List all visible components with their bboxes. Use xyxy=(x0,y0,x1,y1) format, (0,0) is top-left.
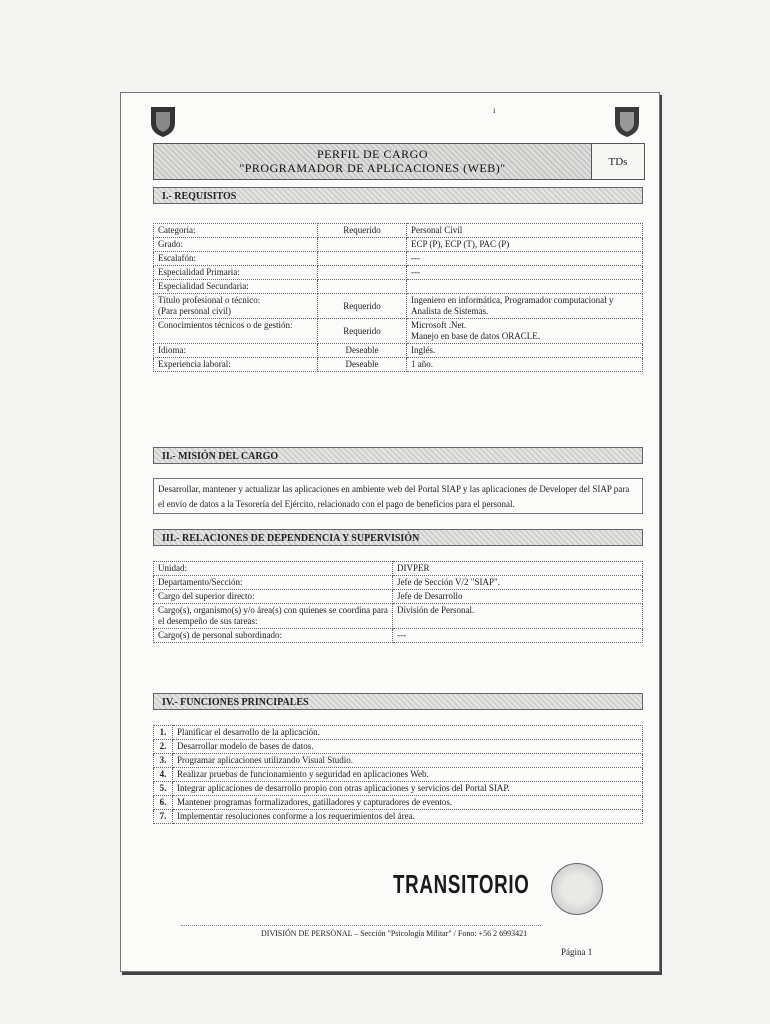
table-row xyxy=(154,562,643,576)
section-heading-funciones: IV.- FUNCIONES PRINCIPALES xyxy=(153,693,643,710)
requisito-value: ECP (P), ECP (T), PAC (P) xyxy=(407,238,643,252)
table-row xyxy=(154,266,643,280)
table-row xyxy=(154,224,643,238)
funcion-text: Integrar aplicaciones de desarrollo propio con otras aplicaciones y servicios del Portal SIAP. xyxy=(173,782,643,796)
table-row xyxy=(154,238,643,252)
page-number: Página 1 xyxy=(561,947,593,957)
relacion-label: Cargo(s), organismo(s) y/o área(s) con quienes se coordina para el desempeño de sus tareas: xyxy=(154,604,393,629)
requisitos-table xyxy=(153,223,643,372)
relacion-value: Jefe de Desarrollo xyxy=(393,590,643,604)
funcion-text: Planificar el desarrollo de la aplicación. xyxy=(173,726,643,740)
requisito-need: Requerido xyxy=(318,224,407,238)
relacion-label: Cargo del superior directo: xyxy=(154,590,393,604)
requisito-need xyxy=(318,238,407,252)
official-seal-icon xyxy=(551,863,603,915)
list-item xyxy=(154,782,643,796)
mision-text: Desarrollar, mantener y actualizar las aplicaciones en ambiente web del Portal SIAP y las aplicaciones de Developer del SIAP para el envío de datos a la Tesorería del Ejército, relacionado con el pago de beneficios para el personal. xyxy=(153,478,643,514)
section-heading-mision: II.- MISIÓN DEL CARGO xyxy=(153,447,643,464)
section-heading-requisitos: I.- REQUISITOS xyxy=(153,187,643,204)
funcion-text: Realizar pruebas de funcionamiento y seguridad en aplicaciones Web. xyxy=(173,768,643,782)
requisito-label: Especialidad Secundaria: xyxy=(154,280,318,294)
requisito-need: Requerido xyxy=(318,319,407,344)
requisito-value: --- xyxy=(407,266,643,280)
list-item xyxy=(154,768,643,782)
funcion-text: Programar aplicaciones utilizando Visual Studio. xyxy=(173,754,643,768)
relacion-label: Departamento/Sección: xyxy=(154,576,393,590)
funcion-number: 4. xyxy=(154,768,173,782)
section-heading-relaciones: III.- RELACIONES DE DEPENDENCIA Y SUPERVISIÓN xyxy=(153,529,643,546)
requisito-label: Escalafón: xyxy=(154,252,318,266)
scan-mark: ı xyxy=(493,105,496,115)
funcion-number: 2. xyxy=(154,740,173,754)
requisito-value: Ingeniero en informática, Programador computacional y Analista de Sistemas. xyxy=(407,294,643,319)
funciones-table xyxy=(153,725,643,824)
list-item xyxy=(154,796,643,810)
funcion-text: Mantener programas formalizadores, gatilladores y capturadores de eventos. xyxy=(173,796,643,810)
list-item xyxy=(154,754,643,768)
title-line-1: PERFIL DE CARGO xyxy=(316,147,429,161)
funcion-number: 1. xyxy=(154,726,173,740)
requisito-value: 1 año. xyxy=(407,358,643,372)
requisito-label: Especialidad Primaria: xyxy=(154,266,318,280)
requisito-label: Experiencia laboral: xyxy=(154,358,318,372)
requisito-need xyxy=(318,266,407,280)
relacion-value: Jefe de Sección V/2 "SIAP". xyxy=(393,576,643,590)
document-page xyxy=(120,92,660,972)
relacion-value: DIVPER xyxy=(393,562,643,576)
requisito-need xyxy=(318,252,407,266)
requisito-label: Grado: xyxy=(154,238,318,252)
requisito-need xyxy=(318,280,407,294)
list-item xyxy=(154,740,643,754)
table-row xyxy=(154,358,643,372)
requisito-label: Categoría: xyxy=(154,224,318,238)
requisito-label: Idioma: xyxy=(154,344,318,358)
list-item xyxy=(154,810,643,824)
funcion-number: 7. xyxy=(154,810,173,824)
requisito-value: Inglés. xyxy=(407,344,643,358)
requisito-value: --- xyxy=(407,252,643,266)
funcion-number: 3. xyxy=(154,754,173,768)
relacion-value: --- xyxy=(393,629,643,643)
document-code: TDs xyxy=(591,144,644,179)
table-row xyxy=(154,590,643,604)
requisito-label: Conocimientos técnicos o de gestión: xyxy=(154,319,318,344)
transitorio-stamp: TRANSITORIO xyxy=(393,869,530,899)
footer-text: DIVISIÓN DE PERSONAL – Sección "Psicología Militar" / Fono: +56 2 6993421 xyxy=(261,929,528,938)
footer-divider xyxy=(181,925,541,926)
table-row xyxy=(154,629,643,643)
requisito-need: Requerido xyxy=(318,294,407,319)
table-row xyxy=(154,344,643,358)
funcion-text: Desarrollar modelo de bases de datos. xyxy=(173,740,643,754)
table-row xyxy=(154,294,643,319)
funcion-number: 6. xyxy=(154,796,173,810)
table-row xyxy=(154,576,643,590)
funcion-text: Implementar resoluciones conforme a los requerimientos del área. xyxy=(173,810,643,824)
list-item xyxy=(154,726,643,740)
relaciones-table xyxy=(153,561,643,643)
requisito-value: Microsoft .Net. Manejo en base de datos ORACLE. xyxy=(407,319,643,344)
funcion-number: 5. xyxy=(154,782,173,796)
table-row xyxy=(154,252,643,266)
army-crest-left-icon xyxy=(147,103,179,139)
requisito-label: Título profesional o técnico: (Para personal civil) xyxy=(154,294,318,319)
table-row xyxy=(154,280,643,294)
table-row xyxy=(154,604,643,629)
relacion-label: Unidad: xyxy=(154,562,393,576)
army-crest-right-icon xyxy=(611,103,643,139)
requisito-need: Deseable xyxy=(318,358,407,372)
title-bar xyxy=(153,143,645,180)
relacion-label: Cargo(s) de personal subordinado: xyxy=(154,629,393,643)
requisito-value: Personal Civil xyxy=(407,224,643,238)
table-row xyxy=(154,319,643,344)
relacion-value: División de Personal. xyxy=(393,604,643,629)
requisito-need: Deseable xyxy=(318,344,407,358)
requisito-value xyxy=(407,280,643,294)
title-line-2: "PROGRAMADOR DE APLICACIONES (WEB)" xyxy=(239,161,506,175)
document-title xyxy=(154,144,591,179)
